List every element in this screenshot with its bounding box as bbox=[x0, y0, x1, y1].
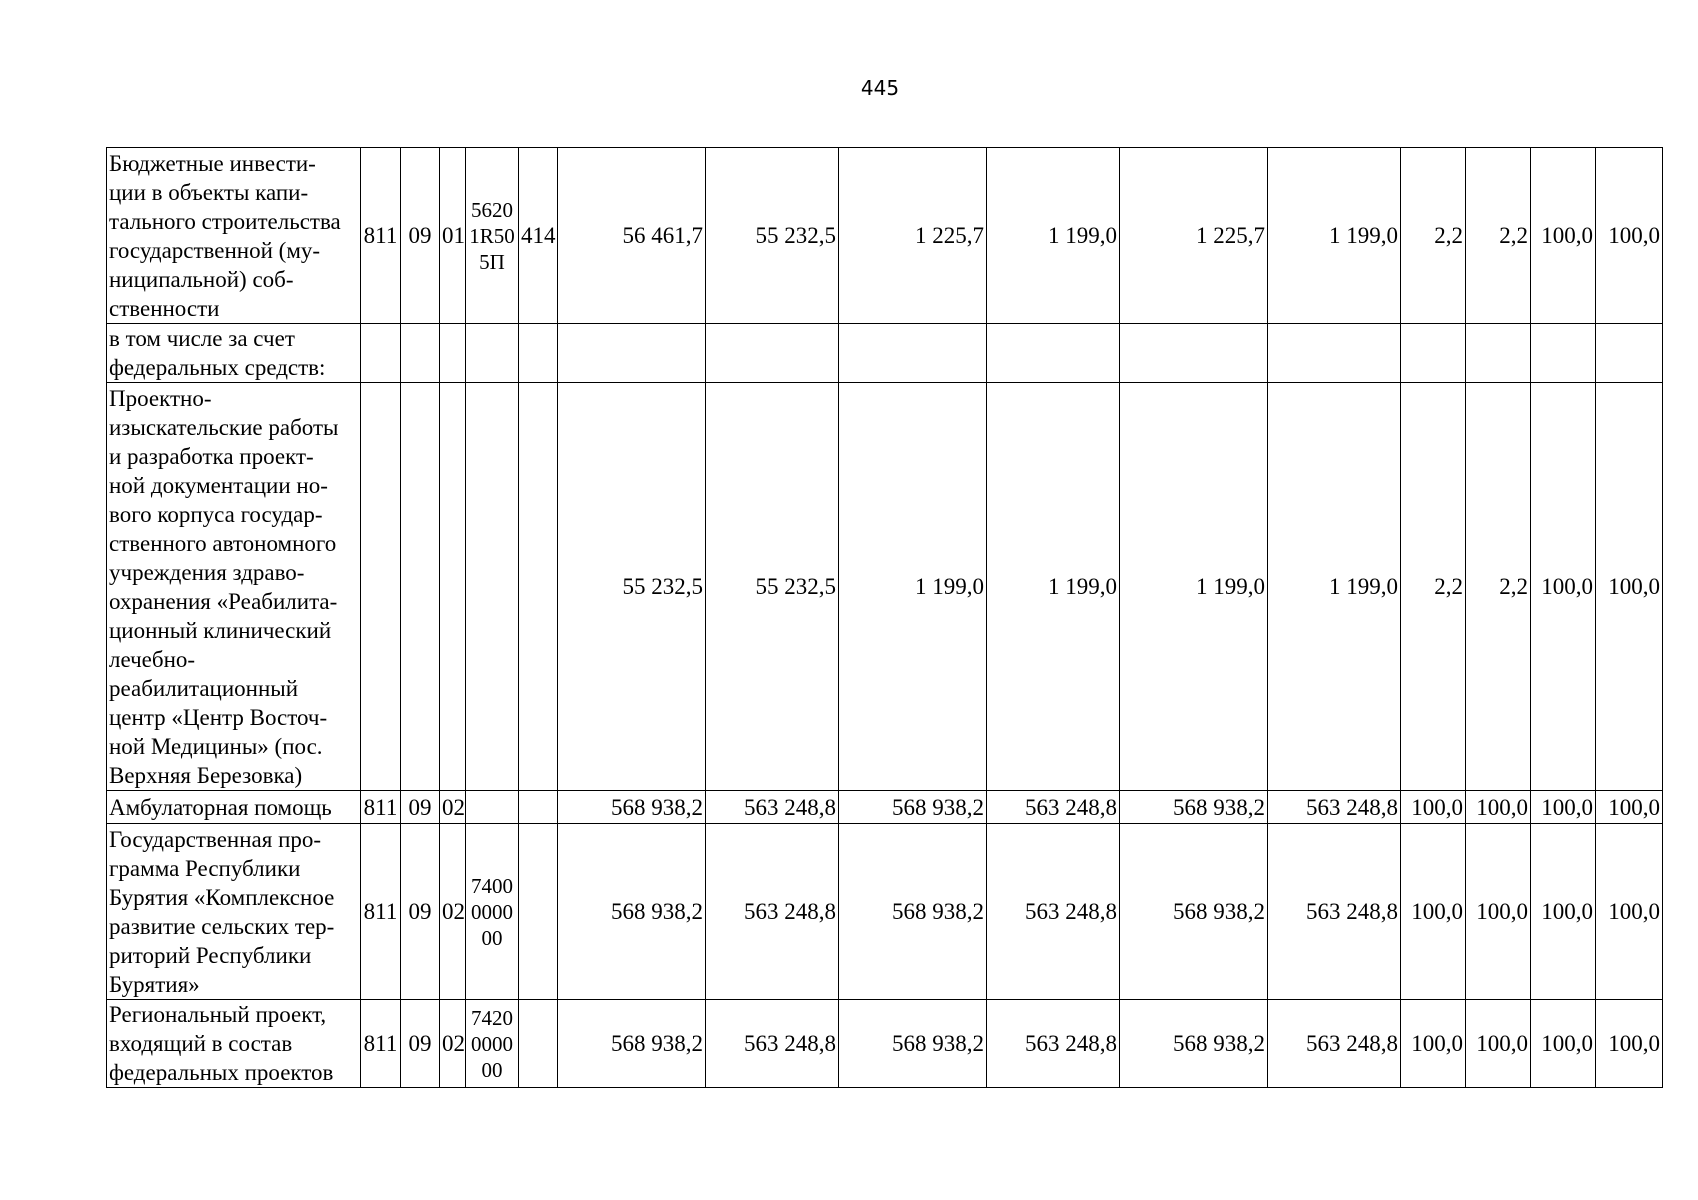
grbs-cell: 811 bbox=[361, 148, 401, 324]
grbs-cell bbox=[361, 324, 401, 383]
row-name-line: риторий Республики bbox=[109, 942, 312, 968]
vr-cell bbox=[519, 824, 558, 1000]
amount-cell: 55 232,5 bbox=[706, 383, 839, 791]
row-name-line: развитие сельских тер- bbox=[109, 913, 335, 939]
row-name-line: входящий в состав bbox=[109, 1031, 293, 1056]
row-name-cell bbox=[107, 791, 361, 824]
percent-cell bbox=[1596, 324, 1663, 383]
table-row bbox=[107, 1000, 1663, 1088]
budget-table bbox=[106, 147, 1663, 1088]
csr-line: 5620 bbox=[471, 197, 513, 222]
row-name-line: Региональный проект, bbox=[109, 1002, 327, 1027]
table-row bbox=[107, 791, 1663, 824]
row-name-line: в том числе за счет bbox=[109, 326, 295, 351]
percent-cell: 2,2 bbox=[1401, 148, 1466, 324]
pr-cell: 01 bbox=[440, 148, 466, 324]
vr-cell bbox=[519, 324, 558, 383]
row-name-line: Государственная про- bbox=[109, 826, 322, 852]
row-name-line: Бурятия «Комплексное bbox=[109, 884, 335, 910]
row-name-line: лечебно- bbox=[109, 646, 196, 672]
amount-cell: 568 938,2 bbox=[1120, 824, 1268, 1000]
row-name-line: ции в объекты капи- bbox=[109, 179, 309, 205]
percent-cell bbox=[1531, 324, 1596, 383]
rz-cell: 09 bbox=[401, 824, 440, 1000]
amount-cell: 563 248,8 bbox=[706, 791, 839, 824]
table-row bbox=[107, 324, 1663, 383]
amount-cell: 563 248,8 bbox=[706, 824, 839, 1000]
row-name-line: грамма Республики bbox=[109, 855, 301, 881]
amount-cell: 1 199,0 bbox=[1268, 383, 1401, 791]
row-name-line: Амбулаторная помощь bbox=[109, 794, 332, 820]
vr-cell bbox=[519, 1000, 558, 1088]
row-name-line: вого корпуса государ- bbox=[109, 501, 323, 527]
amount-cell: 1 199,0 bbox=[839, 383, 987, 791]
grbs-cell: 811 bbox=[361, 824, 401, 1000]
amount-cell bbox=[1268, 324, 1401, 383]
percent-cell bbox=[1401, 324, 1466, 383]
row-name-line: Верхняя Березовка) bbox=[109, 762, 303, 788]
amount-cell: 1 199,0 bbox=[987, 383, 1120, 791]
amount-cell: 1 225,7 bbox=[839, 148, 987, 324]
row-name-cell bbox=[107, 824, 361, 1000]
percent-cell: 100,0 bbox=[1531, 383, 1596, 791]
row-name-line: государственной (му- bbox=[109, 237, 321, 263]
row-name-cell bbox=[107, 383, 361, 791]
rz-cell bbox=[401, 324, 440, 383]
percent-cell: 100,0 bbox=[1531, 148, 1596, 324]
amount-cell: 563 248,8 bbox=[987, 824, 1120, 1000]
vr-cell bbox=[519, 383, 558, 791]
csr-cell bbox=[466, 324, 519, 383]
row-name-line: федеральных проектов bbox=[109, 1060, 334, 1085]
amount-cell: 563 248,8 bbox=[1268, 1000, 1401, 1088]
percent-cell: 100,0 bbox=[1466, 1000, 1531, 1088]
row-name-cell bbox=[107, 1000, 361, 1088]
amount-cell: 568 938,2 bbox=[839, 824, 987, 1000]
percent-cell: 100,0 bbox=[1401, 1000, 1466, 1088]
row-name-line: Бурятия» bbox=[109, 971, 200, 997]
row-name-line: ниципальной) соб- bbox=[109, 266, 294, 292]
row-name-line: ственности bbox=[109, 295, 220, 321]
amount-cell: 1 225,7 bbox=[1120, 148, 1268, 324]
csr-cell bbox=[466, 791, 519, 824]
row-name-line: ственного автономного bbox=[109, 530, 337, 556]
rz-cell bbox=[401, 383, 440, 791]
csr-line: 00 bbox=[481, 925, 503, 950]
amount-cell: 563 248,8 bbox=[706, 1000, 839, 1088]
pr-cell bbox=[440, 383, 466, 791]
percent-cell: 100,0 bbox=[1596, 1000, 1663, 1088]
csr-line: 0000 bbox=[471, 899, 513, 924]
row-name-line: учреждения здраво- bbox=[109, 559, 305, 585]
csr-line: 7400 bbox=[471, 873, 513, 898]
csr-line: 00 bbox=[481, 1057, 503, 1082]
percent-cell bbox=[1466, 324, 1531, 383]
csr-cell bbox=[466, 383, 519, 791]
percent-cell: 100,0 bbox=[1531, 1000, 1596, 1088]
row-name-line: изыскательские работы bbox=[109, 414, 339, 440]
amount-cell bbox=[839, 324, 987, 383]
percent-cell: 100,0 bbox=[1401, 824, 1466, 1000]
amount-cell: 563 248,8 bbox=[1268, 824, 1401, 1000]
rz-cell: 09 bbox=[401, 791, 440, 824]
grbs-cell: 811 bbox=[361, 791, 401, 824]
percent-cell: 100,0 bbox=[1596, 148, 1663, 324]
amount-cell: 568 938,2 bbox=[558, 791, 706, 824]
csr-cell bbox=[466, 1000, 519, 1088]
csr-line: 5П bbox=[479, 249, 505, 274]
row-name-line: центр «Центр Восточ- bbox=[109, 704, 328, 730]
table-row bbox=[107, 383, 1663, 791]
row-name-line: и разработка проект- bbox=[109, 443, 314, 469]
amount-cell: 568 938,2 bbox=[839, 1000, 987, 1088]
percent-cell: 2,2 bbox=[1466, 148, 1531, 324]
row-name-line: федеральных средств: bbox=[109, 355, 326, 380]
rz-cell: 09 bbox=[401, 148, 440, 324]
amount-cell: 563 248,8 bbox=[987, 1000, 1120, 1088]
row-name-line: охранения «Реабилита- bbox=[109, 588, 338, 614]
percent-cell: 100,0 bbox=[1466, 791, 1531, 824]
row-name-line: реабилитационный bbox=[109, 675, 299, 701]
rz-cell: 09 bbox=[401, 1000, 440, 1088]
pr-cell: 02 bbox=[440, 791, 466, 824]
amount-cell: 563 248,8 bbox=[987, 791, 1120, 824]
row-name-cell bbox=[107, 324, 361, 383]
percent-cell: 2,2 bbox=[1466, 383, 1531, 791]
amount-cell bbox=[558, 324, 706, 383]
amount-cell: 568 938,2 bbox=[1120, 791, 1268, 824]
amount-cell: 56 461,7 bbox=[558, 148, 706, 324]
pr-cell: 02 bbox=[440, 1000, 466, 1088]
amount-cell: 55 232,5 bbox=[558, 383, 706, 791]
amount-cell bbox=[987, 324, 1120, 383]
amount-cell: 1 199,0 bbox=[1120, 383, 1268, 791]
row-name-line: Проектно- bbox=[109, 385, 212, 411]
percent-cell: 100,0 bbox=[1596, 824, 1663, 1000]
percent-cell: 2,2 bbox=[1401, 383, 1466, 791]
amount-cell: 1 199,0 bbox=[987, 148, 1120, 324]
csr-line: 7420 bbox=[471, 1005, 513, 1030]
amount-cell: 568 938,2 bbox=[1120, 1000, 1268, 1088]
table-row bbox=[107, 148, 1663, 324]
percent-cell: 100,0 bbox=[1466, 824, 1531, 1000]
amount-cell bbox=[706, 324, 839, 383]
amount-cell: 1 199,0 bbox=[1268, 148, 1401, 324]
grbs-cell bbox=[361, 383, 401, 791]
grbs-cell: 811 bbox=[361, 1000, 401, 1088]
row-name-line: Бюджетные инвести- bbox=[109, 150, 316, 176]
csr-cell bbox=[466, 148, 519, 324]
amount-cell: 563 248,8 bbox=[1268, 791, 1401, 824]
percent-cell: 100,0 bbox=[1531, 791, 1596, 824]
amount-cell: 568 938,2 bbox=[558, 824, 706, 1000]
amount-cell: 55 232,5 bbox=[706, 148, 839, 324]
pr-cell: 02 bbox=[440, 824, 466, 1000]
row-name-line: ной документации но- bbox=[109, 472, 328, 498]
csr-cell bbox=[466, 824, 519, 1000]
row-name-cell bbox=[107, 148, 361, 324]
amount-cell: 568 938,2 bbox=[839, 791, 987, 824]
row-name-line: ной Медицины» (пос. bbox=[109, 733, 323, 759]
csr-line: 0000 bbox=[471, 1031, 513, 1056]
percent-cell: 100,0 bbox=[1531, 824, 1596, 1000]
table-row bbox=[107, 824, 1663, 1000]
pr-cell bbox=[440, 324, 466, 383]
percent-cell: 100,0 bbox=[1596, 791, 1663, 824]
page-number: 445 bbox=[860, 76, 900, 100]
row-name-line: тального строительства bbox=[109, 208, 341, 234]
amount-cell bbox=[1120, 324, 1268, 383]
vr-cell bbox=[519, 791, 558, 824]
row-name-line: ционный клинический bbox=[109, 617, 332, 643]
csr-line: 1R50 bbox=[469, 223, 515, 248]
amount-cell: 568 938,2 bbox=[558, 1000, 706, 1088]
vr-cell: 414 bbox=[519, 148, 558, 324]
percent-cell: 100,0 bbox=[1401, 791, 1466, 824]
percent-cell: 100,0 bbox=[1596, 383, 1663, 791]
